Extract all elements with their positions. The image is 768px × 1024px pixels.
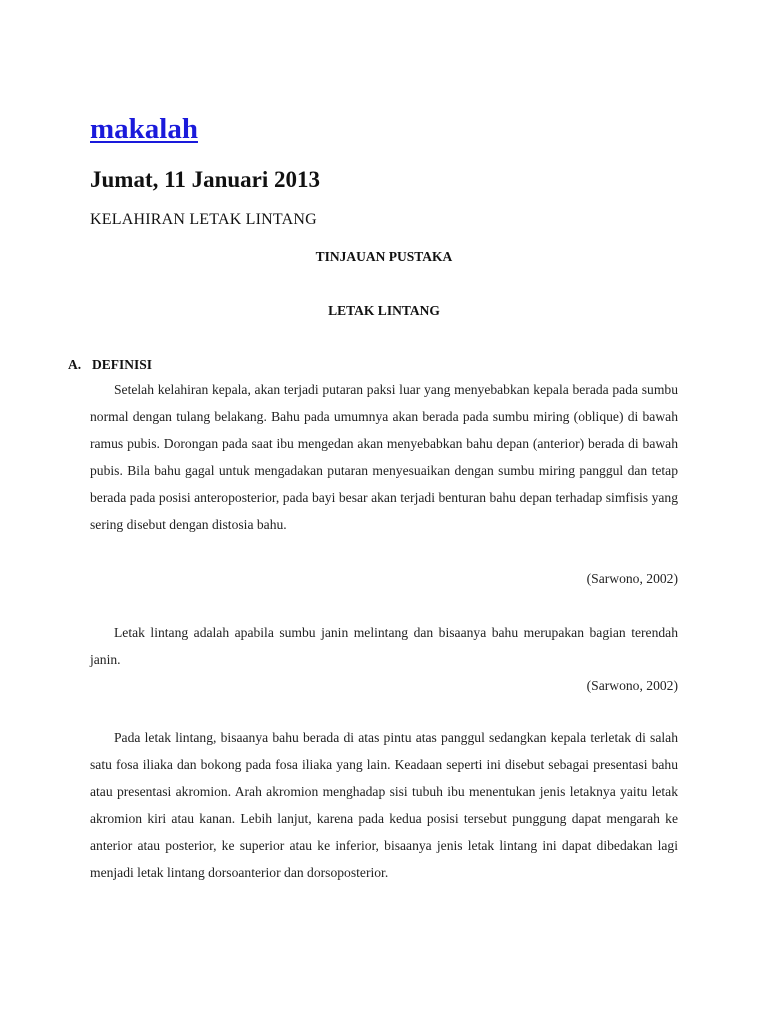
blog-title-link[interactable]: makalah	[90, 113, 198, 145]
heading-letak-lintang: LETAK LINTANG	[328, 303, 440, 318]
section-title: DEFINISI	[92, 357, 153, 372]
section-heading-definisi	[68, 355, 152, 375]
citation-1: (Sarwono, 2002)	[586, 571, 678, 586]
paragraph-definisi-2: Letak lintang adalah apabila sumbu janin melintang dan bisaanya bahu merupakan bagian terendah janin.	[90, 625, 678, 667]
citation-2: (Sarwono, 2002)	[586, 678, 678, 693]
post-title: KELAHIRAN LETAK LINTANG	[90, 211, 317, 228]
paragraph-definisi-3: Pada letak lintang, bisaanya bahu berada di atas pintu atas panggul sedangkan kepala terletak di salah satu fosa iliaka dan bokong pada fosa iliaka yang lain. Keadaan seperti ini disebut sebagai presentasi bahu atau presentasi akromion. Arah akromion menghadap sisi tubuh ibu menentukan jenis letaknya yaitu letak akromion kiri atau kanan. Lebih lanjut, karena pada kedua posisi tersebut punggung dapat mengarah ke anterior atau posterior, ke superior atau ke inferior, bisaanya jenis letak lintang ini dapat dibedakan lagi menjadi letak lintang dorsoanterior dan dorsoposterior.	[90, 730, 678, 880]
post-date: Jumat, 11 Januari 2013	[90, 167, 321, 192]
section-number: A.	[68, 357, 82, 372]
heading-tinjauan-pustaka: TINJAUAN PUSTAKA	[315, 249, 453, 264]
blog-title	[90, 108, 198, 150]
paragraph-definisi-1: Setelah kelahiran kepala, akan terjadi putaran paksi luar yang menyebabkan kepala berada pada sumbu normal dengan tulang belakang. Bahu pada umumnya akan berada pada sumbu miring (oblique) di bawah ramus pubis. Dorongan pada saat ibu mengedan akan menyebabkan bahu depan (anterior) berada di bawah pubis. Bila bahu gagal untuk mengadakan putaran menyesuaikan dengan sumbu miring panggul dan tetap berada pada posisi anteroposterior, pada bayi besar akan terjadi benturan bahu depan terhadap simfisis yang sering disebut dengan distosia bahu.	[90, 382, 678, 532]
